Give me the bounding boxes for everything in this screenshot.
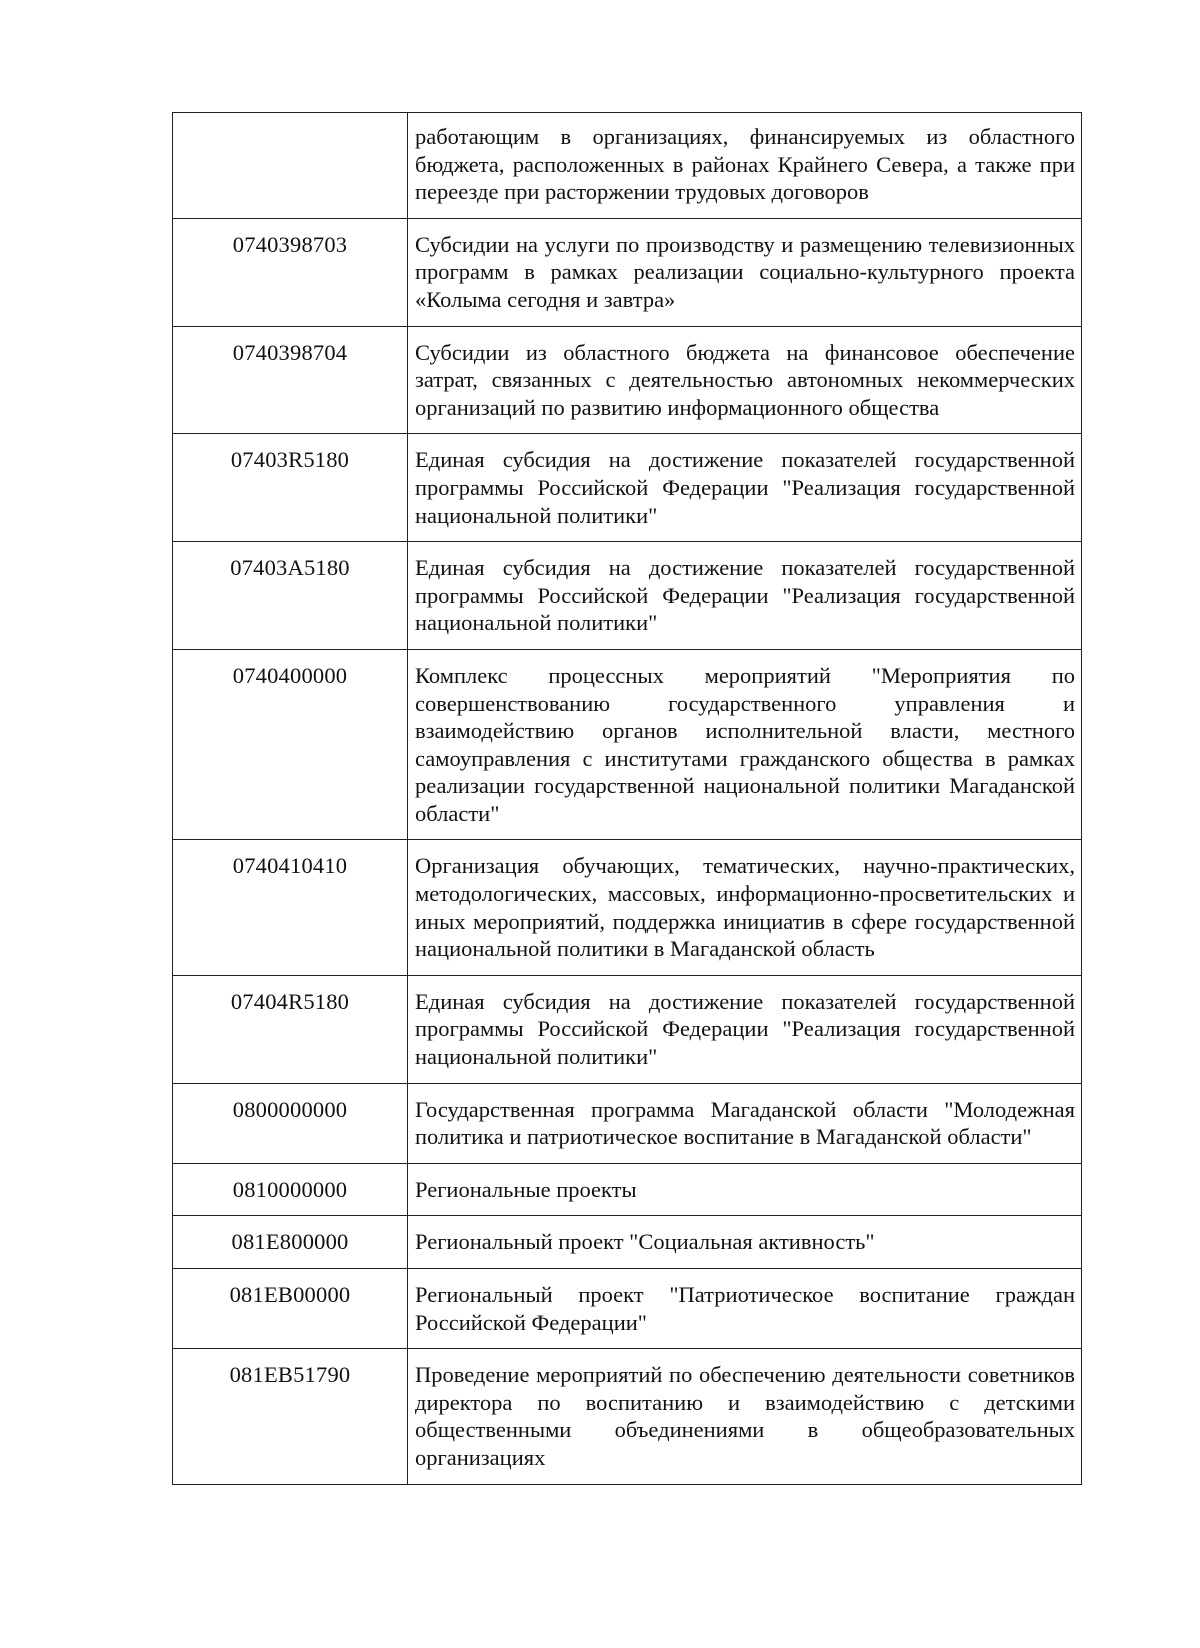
- description-cell: Единая субсидия на достижение показателей государственной программы Российской Федерации "Реализация государственной национальной политики": [408, 975, 1082, 1083]
- table-row: [173, 840, 1082, 975]
- description-cell: Региональный проект "Социальная активность": [408, 1216, 1082, 1269]
- code-cell: [173, 113, 408, 219]
- code-cell: 0740400000: [173, 649, 408, 840]
- description-cell: Единая субсидия на достижение показателей государственной программы Российской Федерации "Реализация государственной национальной политики": [408, 434, 1082, 542]
- code-cell: 07403A5180: [173, 542, 408, 650]
- table-row: [173, 1216, 1082, 1269]
- description-cell: Субсидии на услуги по производству и размещению телевизионных программ в рамках реализации социально-культурного проекта «Колыма сегодня и завтра»: [408, 218, 1082, 326]
- description-cell: Региональные проекты: [408, 1163, 1082, 1216]
- table-row: [173, 975, 1082, 1083]
- description-cell: Государственная программа Магаданской области "Молодежная политика и патриотическое воспитание в Магаданской области": [408, 1083, 1082, 1163]
- table-row: [173, 649, 1082, 840]
- code-cell: 0810000000: [173, 1163, 408, 1216]
- description-cell: Комплекс процессных мероприятий "Мероприятия по совершенствованию государственного управления и взаимодействию органов исполнительной власти, местного самоуправления с институтами гражданского общества в рамках реализации государственной национальной политики Магаданской области": [408, 649, 1082, 840]
- code-cell: 0740398704: [173, 326, 408, 434]
- code-cell: 07403R5180: [173, 434, 408, 542]
- table-row: [173, 1269, 1082, 1349]
- description-cell: Региональный проект "Патриотическое воспитание граждан Российской Федерации": [408, 1269, 1082, 1349]
- description-cell: Субсидии из областного бюджета на финансовое обеспечение затрат, связанных с деятельностью автономных некоммерческих организаций по развитию информационного общества: [408, 326, 1082, 434]
- description-cell: Проведение мероприятий по обеспечению деятельности советников директора по воспитанию и взаимодействию с детскими общественными объединениями в общеобразовательных организациях: [408, 1349, 1082, 1484]
- code-cell: 0740410410: [173, 840, 408, 975]
- table-row: [173, 1163, 1082, 1216]
- code-cell: 081EB51790: [173, 1349, 408, 1484]
- table-row: [173, 113, 1082, 219]
- table-row: [173, 1083, 1082, 1163]
- table-row: [173, 326, 1082, 434]
- description-cell: работающим в организациях, финансируемых из областного бюджета, расположенных в районах Крайнего Севера, а также при переезде при расторжении трудовых договоров: [408, 113, 1082, 219]
- description-cell: Организация обучающих, тематических, научно-практических, методологических, массовых, информационно-просветительских и иных мероприятий, поддержка инициатив в сфере государственной национальной политики в Магаданской область: [408, 840, 1082, 975]
- description-cell: Единая субсидия на достижение показателей государственной программы Российской Федерации "Реализация государственной национальной политики": [408, 542, 1082, 650]
- table-row: [173, 434, 1082, 542]
- table-row: [173, 542, 1082, 650]
- code-cell: 0800000000: [173, 1083, 408, 1163]
- code-cell: 07404R5180: [173, 975, 408, 1083]
- code-cell: 081E800000: [173, 1216, 408, 1269]
- budget-code-table: [172, 112, 1082, 1485]
- code-cell: 081EB00000: [173, 1269, 408, 1349]
- table-row: [173, 218, 1082, 326]
- code-cell: 0740398703: [173, 218, 408, 326]
- table-row: [173, 1349, 1082, 1484]
